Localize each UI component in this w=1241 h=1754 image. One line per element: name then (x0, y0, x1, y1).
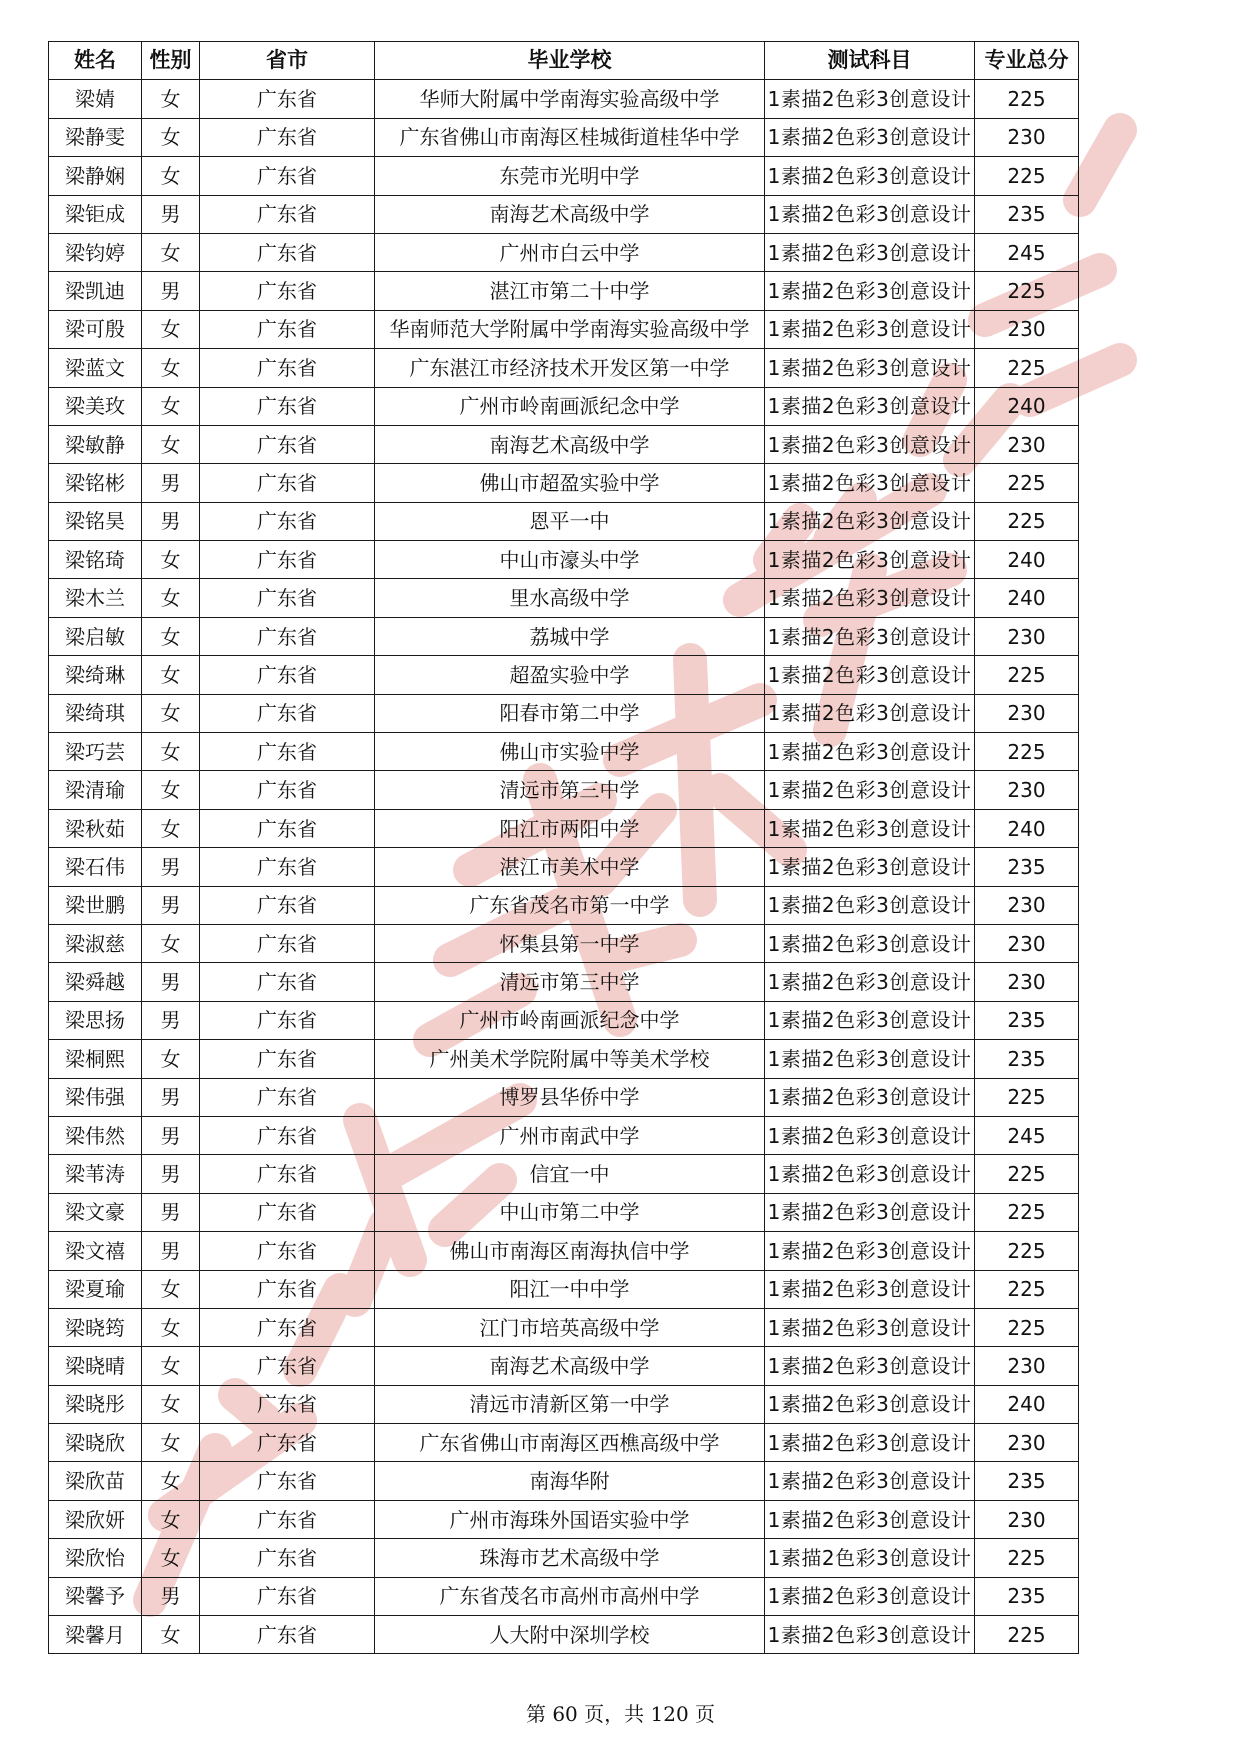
cell-subject: 1素描2色彩3创意设计 (765, 694, 975, 732)
table-row (49, 617, 1079, 655)
cell-subject: 1素描2色彩3创意设计 (765, 80, 975, 118)
cell-score: 225 (975, 1308, 1079, 1346)
cell-subject: 1素描2色彩3创意设计 (765, 1385, 975, 1423)
cell-name: 梁绮琪 (49, 694, 142, 732)
header-province: 省市 (200, 42, 375, 80)
table-row (49, 1500, 1079, 1538)
cell-score: 225 (975, 1539, 1079, 1577)
cell-province: 广东省 (200, 1577, 375, 1615)
cell-subject: 1素描2色彩3创意设计 (765, 1232, 975, 1270)
cell-name: 梁世鹏 (49, 886, 142, 924)
table-row (49, 1193, 1079, 1231)
table-row (49, 1462, 1079, 1500)
cell-gender: 男 (142, 195, 200, 233)
cell-score: 225 (975, 1616, 1079, 1654)
cell-score: 235 (975, 195, 1079, 233)
cell-gender: 女 (142, 310, 200, 348)
cell-name: 梁欣妍 (49, 1500, 142, 1538)
cell-gender: 女 (142, 1539, 200, 1577)
table-row (49, 1116, 1079, 1154)
cell-name: 梁淑慈 (49, 924, 142, 962)
cell-name: 梁晓筠 (49, 1308, 142, 1346)
cell-school: 广州市白云中学 (375, 233, 765, 271)
cell-school: 南海艺术高级中学 (375, 425, 765, 463)
cell-gender: 女 (142, 694, 200, 732)
cell-gender: 女 (142, 771, 200, 809)
cell-province: 广东省 (200, 1078, 375, 1116)
cell-score: 230 (975, 1424, 1079, 1462)
cell-school: 珠海市艺术高级中学 (375, 1539, 765, 1577)
cell-score: 235 (975, 1462, 1079, 1500)
cell-province: 广东省 (200, 464, 375, 502)
cell-subject: 1素描2色彩3创意设计 (765, 1193, 975, 1231)
cell-province: 广东省 (200, 233, 375, 271)
cell-province: 广东省 (200, 1116, 375, 1154)
cell-gender: 女 (142, 541, 200, 579)
cell-subject: 1素描2色彩3创意设计 (765, 1347, 975, 1385)
header-school: 毕业学校 (375, 42, 765, 80)
table-row (49, 694, 1079, 732)
cell-school: 广东省佛山市南海区桂城街道桂华中学 (375, 118, 765, 156)
cell-score: 225 (975, 1155, 1079, 1193)
cell-school: 广东省茂名市第一中学 (375, 886, 765, 924)
cell-gender: 女 (142, 118, 200, 156)
cell-school: 湛江市美术中学 (375, 848, 765, 886)
cell-province: 广东省 (200, 617, 375, 655)
cell-score: 225 (975, 464, 1079, 502)
cell-province: 广东省 (200, 1539, 375, 1577)
cell-gender: 男 (142, 272, 200, 310)
cell-school: 怀集县第一中学 (375, 924, 765, 962)
header-name: 姓名 (49, 42, 142, 80)
cell-name: 梁静雯 (49, 118, 142, 156)
cell-school: 超盈实验中学 (375, 656, 765, 694)
cell-gender: 男 (142, 1155, 200, 1193)
table-row (49, 1040, 1079, 1078)
cell-name: 梁桐熙 (49, 1040, 142, 1078)
table-row (49, 848, 1079, 886)
cell-name: 梁启敏 (49, 617, 142, 655)
cell-subject: 1素描2色彩3创意设计 (765, 1616, 975, 1654)
cell-province: 广东省 (200, 1424, 375, 1462)
cell-name: 梁铭彬 (49, 464, 142, 502)
cell-province: 广东省 (200, 656, 375, 694)
cell-gender: 男 (142, 1193, 200, 1231)
cell-school: 佛山市南海区南海执信中学 (375, 1232, 765, 1270)
cell-score: 225 (975, 1270, 1079, 1308)
cell-name: 梁木兰 (49, 579, 142, 617)
table-row (49, 272, 1079, 310)
cell-subject: 1素描2色彩3创意设计 (765, 886, 975, 924)
cell-score: 235 (975, 1577, 1079, 1615)
cell-province: 广东省 (200, 272, 375, 310)
cell-province: 广东省 (200, 694, 375, 732)
cell-subject: 1素描2色彩3创意设计 (765, 541, 975, 579)
cell-name: 梁苇涛 (49, 1155, 142, 1193)
cell-score: 230 (975, 617, 1079, 655)
cell-subject: 1素描2色彩3创意设计 (765, 1116, 975, 1154)
cell-subject: 1素描2色彩3创意设计 (765, 349, 975, 387)
cell-gender: 男 (142, 1232, 200, 1270)
cell-subject: 1素描2色彩3创意设计 (765, 1500, 975, 1538)
cell-subject: 1素描2色彩3创意设计 (765, 1462, 975, 1500)
cell-gender: 男 (142, 848, 200, 886)
cell-gender: 女 (142, 1616, 200, 1654)
cell-subject: 1素描2色彩3创意设计 (765, 233, 975, 271)
cell-school: 南海艺术高级中学 (375, 1347, 765, 1385)
cell-name: 梁钜成 (49, 195, 142, 233)
table-row (49, 963, 1079, 1001)
cell-province: 广东省 (200, 886, 375, 924)
cell-gender: 女 (142, 1385, 200, 1423)
table-row (49, 924, 1079, 962)
table-row (49, 502, 1079, 540)
cell-name: 梁绮琳 (49, 656, 142, 694)
cell-gender: 男 (142, 886, 200, 924)
cell-gender: 女 (142, 809, 200, 847)
cell-subject: 1素描2色彩3创意设计 (765, 1078, 975, 1116)
cell-gender: 男 (142, 963, 200, 1001)
cell-province: 广东省 (200, 771, 375, 809)
cell-province: 广东省 (200, 195, 375, 233)
cell-score: 235 (975, 1001, 1079, 1039)
cell-name: 梁美玫 (49, 387, 142, 425)
cell-name: 梁静娴 (49, 157, 142, 195)
cell-score: 225 (975, 733, 1079, 771)
cell-province: 广东省 (200, 502, 375, 540)
table-row (49, 1424, 1079, 1462)
cell-school: 广东湛江市经济技术开发区第一中学 (375, 349, 765, 387)
table-row (49, 1155, 1079, 1193)
page-footer: 第 60 页，共 120 页 (525, 1702, 716, 1726)
cell-school: 清远市清新区第一中学 (375, 1385, 765, 1423)
table-row (49, 1001, 1079, 1039)
cell-school: 广州市岭南画派纪念中学 (375, 387, 765, 425)
cell-score: 230 (975, 1500, 1079, 1538)
cell-subject: 1素描2色彩3创意设计 (765, 272, 975, 310)
table-row (49, 1539, 1079, 1577)
cell-subject: 1素描2色彩3创意设计 (765, 809, 975, 847)
cell-gender: 女 (142, 1500, 200, 1538)
table-row (49, 886, 1079, 924)
cell-school: 东莞市光明中学 (375, 157, 765, 195)
cell-school: 清远市第三中学 (375, 771, 765, 809)
cell-school: 广州市岭南画派纪念中学 (375, 1001, 765, 1039)
cell-province: 广东省 (200, 1270, 375, 1308)
table-row (49, 1308, 1079, 1346)
cell-gender: 女 (142, 656, 200, 694)
cell-school: 阳江一中中学 (375, 1270, 765, 1308)
cell-subject: 1素描2色彩3创意设计 (765, 1577, 975, 1615)
cell-gender: 男 (142, 1577, 200, 1615)
cell-school: 中山市濠头中学 (375, 541, 765, 579)
cell-score: 230 (975, 310, 1079, 348)
cell-subject: 1素描2色彩3创意设计 (765, 733, 975, 771)
cell-score: 225 (975, 272, 1079, 310)
table-row (49, 771, 1079, 809)
cell-gender: 男 (142, 502, 200, 540)
table-row (49, 1616, 1079, 1654)
cell-gender: 女 (142, 157, 200, 195)
table-row (49, 310, 1079, 348)
cell-gender: 女 (142, 617, 200, 655)
table-row (49, 425, 1079, 463)
cell-gender: 男 (142, 464, 200, 502)
table-row (49, 464, 1079, 502)
cell-gender: 女 (142, 1270, 200, 1308)
cell-subject: 1素描2色彩3创意设计 (765, 195, 975, 233)
cell-name: 梁凯迪 (49, 272, 142, 310)
cell-school: 华师大附属中学南海实验高级中学 (375, 80, 765, 118)
cell-school: 恩平一中 (375, 502, 765, 540)
cell-score: 230 (975, 771, 1079, 809)
cell-province: 广东省 (200, 310, 375, 348)
cell-score: 225 (975, 1193, 1079, 1231)
cell-province: 广东省 (200, 1001, 375, 1039)
cell-gender: 女 (142, 1347, 200, 1385)
cell-name: 梁馨予 (49, 1577, 142, 1615)
cell-gender: 女 (142, 1424, 200, 1462)
cell-subject: 1素描2色彩3创意设计 (765, 502, 975, 540)
cell-province: 广东省 (200, 924, 375, 962)
score-sheet (48, 41, 1079, 1654)
cell-province: 广东省 (200, 1500, 375, 1538)
table-row (49, 1270, 1079, 1308)
cell-province: 广东省 (200, 848, 375, 886)
cell-province: 广东省 (200, 1155, 375, 1193)
cell-name: 梁伟强 (49, 1078, 142, 1116)
cell-province: 广东省 (200, 1193, 375, 1231)
table-row (49, 1347, 1079, 1385)
cell-province: 广东省 (200, 1347, 375, 1385)
cell-school: 广州美术学院附属中等美术学校 (375, 1040, 765, 1078)
cell-name: 梁欣苗 (49, 1462, 142, 1500)
cell-score: 245 (975, 233, 1079, 271)
cell-score: 225 (975, 1232, 1079, 1270)
cell-province: 广东省 (200, 733, 375, 771)
cell-score: 240 (975, 541, 1079, 579)
cell-name: 梁晓欣 (49, 1424, 142, 1462)
cell-score: 230 (975, 924, 1079, 962)
cell-name: 梁巧芸 (49, 733, 142, 771)
cell-score: 225 (975, 1078, 1079, 1116)
cell-subject: 1素描2色彩3创意设计 (765, 1155, 975, 1193)
cell-name: 梁伟然 (49, 1116, 142, 1154)
cell-name: 梁晓晴 (49, 1347, 142, 1385)
cell-school: 中山市第二中学 (375, 1193, 765, 1231)
cell-province: 广东省 (200, 157, 375, 195)
table-row (49, 1078, 1079, 1116)
cell-school: 信宜一中 (375, 1155, 765, 1193)
cell-name: 梁思扬 (49, 1001, 142, 1039)
cell-name: 梁文豪 (49, 1193, 142, 1231)
cell-school: 荔城中学 (375, 617, 765, 655)
cell-gender: 女 (142, 349, 200, 387)
cell-name: 梁可殷 (49, 310, 142, 348)
cell-school: 广州市南武中学 (375, 1116, 765, 1154)
cell-province: 广东省 (200, 387, 375, 425)
cell-subject: 1素描2色彩3创意设计 (765, 157, 975, 195)
score-table (48, 41, 1079, 1654)
cell-school: 华南师范大学附属中学南海实验高级中学 (375, 310, 765, 348)
cell-province: 广东省 (200, 1462, 375, 1500)
cell-subject: 1素描2色彩3创意设计 (765, 963, 975, 1001)
cell-province: 广东省 (200, 80, 375, 118)
cell-score: 225 (975, 349, 1079, 387)
cell-name: 梁铭琦 (49, 541, 142, 579)
header-total: 专业总分 (975, 42, 1079, 80)
cell-gender: 女 (142, 80, 200, 118)
cell-subject: 1素描2色彩3创意设计 (765, 848, 975, 886)
cell-school: 人大附中深圳学校 (375, 1616, 765, 1654)
table-row (49, 1385, 1079, 1423)
cell-school: 清远市第三中学 (375, 963, 765, 1001)
cell-subject: 1素描2色彩3创意设计 (765, 1040, 975, 1078)
cell-score: 225 (975, 502, 1079, 540)
cell-name: 梁婧 (49, 80, 142, 118)
cell-school: 广东省茂名市高州市高州中学 (375, 1577, 765, 1615)
cell-gender: 女 (142, 425, 200, 463)
cell-gender: 女 (142, 1308, 200, 1346)
table-row (49, 349, 1079, 387)
cell-score: 235 (975, 1040, 1079, 1078)
cell-gender: 男 (142, 1116, 200, 1154)
cell-name: 梁晓彤 (49, 1385, 142, 1423)
table-row (49, 656, 1079, 694)
table-row (49, 80, 1079, 118)
cell-province: 广东省 (200, 118, 375, 156)
header-subject: 测试科目 (765, 42, 975, 80)
cell-gender: 女 (142, 579, 200, 617)
cell-school: 南海华附 (375, 1462, 765, 1500)
table-row (49, 1232, 1079, 1270)
cell-score: 225 (975, 80, 1079, 118)
cell-province: 广东省 (200, 1040, 375, 1078)
cell-school: 博罗县华侨中学 (375, 1078, 765, 1116)
cell-school: 广东省佛山市南海区西樵高级中学 (375, 1424, 765, 1462)
cell-subject: 1素描2色彩3创意设计 (765, 1539, 975, 1577)
cell-name: 梁铭昊 (49, 502, 142, 540)
cell-school: 阳江市两阳中学 (375, 809, 765, 847)
table-row (49, 1577, 1079, 1615)
table-row (49, 579, 1079, 617)
cell-score: 230 (975, 425, 1079, 463)
cell-province: 广东省 (200, 963, 375, 1001)
cell-score: 230 (975, 694, 1079, 732)
cell-name: 梁蓝文 (49, 349, 142, 387)
cell-name: 梁舜越 (49, 963, 142, 1001)
cell-school: 湛江市第二十中学 (375, 272, 765, 310)
cell-gender: 女 (142, 924, 200, 962)
cell-name: 梁敏静 (49, 425, 142, 463)
cell-score: 230 (975, 118, 1079, 156)
cell-score: 230 (975, 1347, 1079, 1385)
cell-score: 230 (975, 963, 1079, 1001)
cell-province: 广东省 (200, 579, 375, 617)
cell-name: 梁文禧 (49, 1232, 142, 1270)
cell-subject: 1素描2色彩3创意设计 (765, 310, 975, 348)
cell-name: 梁夏瑜 (49, 1270, 142, 1308)
cell-subject: 1素描2色彩3创意设计 (765, 118, 975, 156)
cell-subject: 1素描2色彩3创意设计 (765, 1270, 975, 1308)
cell-province: 广东省 (200, 349, 375, 387)
cell-province: 广东省 (200, 1308, 375, 1346)
cell-school: 广州市海珠外国语实验中学 (375, 1500, 765, 1538)
cell-subject: 1素描2色彩3创意设计 (765, 924, 975, 962)
cell-subject: 1素描2色彩3创意设计 (765, 579, 975, 617)
cell-province: 广东省 (200, 1385, 375, 1423)
table-row (49, 233, 1079, 271)
cell-name: 梁欣怡 (49, 1539, 142, 1577)
cell-school: 江门市培英高级中学 (375, 1308, 765, 1346)
cell-name: 梁石伟 (49, 848, 142, 886)
cell-name: 梁钧婷 (49, 233, 142, 271)
header-gender: 性别 (142, 42, 200, 80)
cell-gender: 女 (142, 1462, 200, 1500)
table-row (49, 387, 1079, 425)
table-row (49, 157, 1079, 195)
cell-score: 240 (975, 1385, 1079, 1423)
cell-gender: 女 (142, 1040, 200, 1078)
cell-name: 梁清瑜 (49, 771, 142, 809)
cell-gender: 女 (142, 387, 200, 425)
cell-score: 240 (975, 809, 1079, 847)
cell-subject: 1素描2色彩3创意设计 (765, 771, 975, 809)
cell-gender: 女 (142, 233, 200, 271)
cell-subject: 1素描2色彩3创意设计 (765, 1001, 975, 1039)
table-row (49, 195, 1079, 233)
cell-score: 225 (975, 656, 1079, 694)
cell-score: 230 (975, 886, 1079, 924)
cell-gender: 男 (142, 1078, 200, 1116)
cell-score: 235 (975, 848, 1079, 886)
cell-province: 广东省 (200, 809, 375, 847)
cell-province: 广东省 (200, 1616, 375, 1654)
cell-subject: 1素描2色彩3创意设计 (765, 1424, 975, 1462)
cell-name: 梁馨月 (49, 1616, 142, 1654)
cell-gender: 男 (142, 1001, 200, 1039)
cell-score: 240 (975, 579, 1079, 617)
cell-subject: 1素描2色彩3创意设计 (765, 617, 975, 655)
table-row (49, 118, 1079, 156)
cell-subject: 1素描2色彩3创意设计 (765, 656, 975, 694)
cell-subject: 1素描2色彩3创意设计 (765, 1308, 975, 1346)
cell-subject: 1素描2色彩3创意设计 (765, 425, 975, 463)
cell-school: 阳春市第二中学 (375, 694, 765, 732)
cell-province: 广东省 (200, 1232, 375, 1270)
cell-province: 广东省 (200, 541, 375, 579)
cell-score: 225 (975, 157, 1079, 195)
cell-name: 梁秋茹 (49, 809, 142, 847)
cell-school: 里水高级中学 (375, 579, 765, 617)
table-row (49, 541, 1079, 579)
cell-school: 南海艺术高级中学 (375, 195, 765, 233)
cell-subject: 1素描2色彩3创意设计 (765, 387, 975, 425)
cell-score: 240 (975, 387, 1079, 425)
header-row (49, 42, 1079, 80)
cell-gender: 女 (142, 733, 200, 771)
cell-score: 245 (975, 1116, 1079, 1154)
table-row (49, 733, 1079, 771)
cell-province: 广东省 (200, 425, 375, 463)
table-row (49, 809, 1079, 847)
cell-school: 佛山市实验中学 (375, 733, 765, 771)
cell-subject: 1素描2色彩3创意设计 (765, 464, 975, 502)
cell-school: 佛山市超盈实验中学 (375, 464, 765, 502)
